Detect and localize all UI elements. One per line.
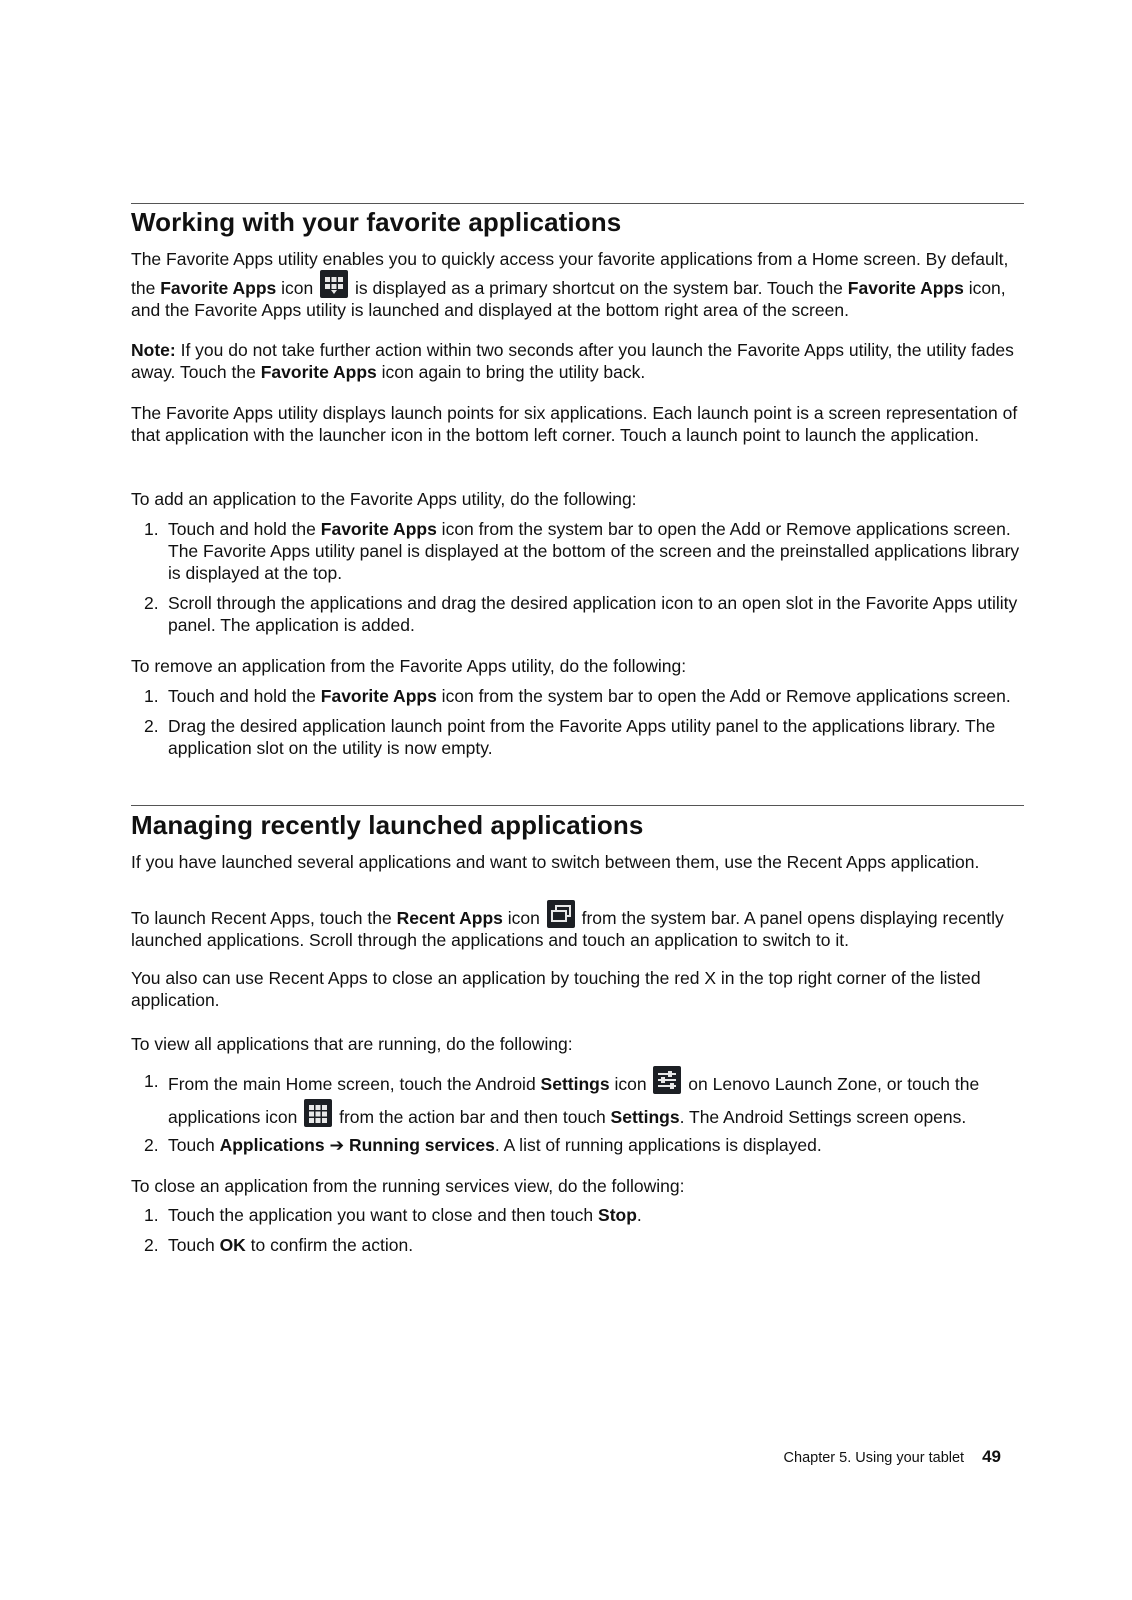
list-item — [131, 592, 1024, 636]
text-run: . A list of running applications is displayed. — [494, 1135, 822, 1155]
bold-term: Settings — [610, 1107, 680, 1127]
recent-apps-icon — [547, 900, 575, 928]
bold-term: Favorite Apps — [320, 686, 437, 706]
list-item — [131, 1204, 1024, 1226]
page-footer — [784, 1447, 1001, 1467]
bold-term: Favorite Apps — [320, 519, 437, 539]
close-running-intro: To close an application from the running services view, do the following: — [131, 1176, 685, 1196]
text-run: icon — [609, 1074, 652, 1094]
step-number: 1. — [144, 519, 159, 539]
view-running-intro: To view all applications that are running, do the following: — [131, 1034, 573, 1054]
list-item — [131, 1066, 1024, 1132]
view-running-steps — [131, 1066, 1024, 1164]
close-running-steps — [131, 1204, 1024, 1264]
bold-term: Applications — [219, 1135, 325, 1155]
text-run: . — [636, 1205, 642, 1225]
text-run: . The Android Settings screen opens. — [679, 1107, 967, 1127]
text-run: icon from the system bar to open the Add or Remove applications screen. The Favorite Apps utility panel is displayed at the bottom of the screen and the preinstalled applications library is displayed at the top. — [168, 519, 1020, 583]
bold-term: Stop — [598, 1205, 637, 1225]
step-number: 2. — [144, 1235, 159, 1255]
recent-apps-intro: If you have launched several applications and want to switch between them, use the Recent Apps application. — [131, 852, 980, 872]
bold-term: OK — [219, 1235, 246, 1255]
add-app-steps — [131, 518, 1024, 644]
applications-icon — [304, 1099, 332, 1127]
add-app-intro: To add an application to the Favorite Apps utility, do the following: — [131, 489, 637, 509]
text-run: icon from the system bar to open the Add or Remove applications screen. — [436, 686, 1011, 706]
text-run: Touch the application you want to close and then touch — [168, 1205, 599, 1225]
text-run: Scroll through the applications and drag the desired application icon to an open slot in the Favorite Apps utility panel. The application is added. — [168, 593, 1018, 635]
text-run: The Favorite Apps utility enables you to quickly access your favorite applications from a Home screen. By default, the — [131, 249, 1009, 298]
step-number: 2. — [144, 1135, 159, 1155]
text-run: From the main Home screen, touch the Android — [168, 1074, 541, 1094]
bold-term: Favorite Apps — [160, 278, 277, 298]
arrow-glyph: ➔ — [324, 1135, 349, 1155]
section-heading-recent-apps: Managing recently launched applications — [131, 810, 644, 840]
bold-term: Favorite Apps — [847, 278, 964, 298]
list-item — [131, 1134, 1024, 1156]
text-run: from the system bar. A panel opens displaying recently launched applications. Scroll through the applications and touch an application to switch to it. — [131, 908, 1004, 950]
text-run: icon — [276, 278, 319, 298]
note-paragraph — [131, 339, 1024, 383]
section-divider — [131, 203, 1024, 204]
launch-points-paragraph: The Favorite Apps utility displays launch points for six applications. Each launch point is a screen representation of that application with the launcher icon in the bottom left corner. Touch a launch point to launch the application. — [131, 403, 1018, 445]
text-run: To launch Recent Apps, touch the — [131, 908, 397, 928]
list-item — [131, 1234, 1024, 1256]
step-number: 1. — [144, 1205, 159, 1225]
text-run: on Lenovo Launch Zone, or touch the applications icon — [168, 1074, 980, 1127]
settings-icon — [653, 1066, 681, 1094]
text-run: Touch and hold the — [168, 686, 321, 706]
bold-term: Settings — [540, 1074, 610, 1094]
step-number: 1. — [144, 686, 159, 706]
remove-app-steps — [131, 685, 1024, 767]
section-divider — [131, 805, 1024, 806]
text-run: icon, and the Favorite Apps utility is launched and displayed at the bottom right area of the screen. — [131, 278, 1006, 320]
bold-term: Recent Apps — [396, 908, 503, 928]
favorite-apps-icon — [320, 270, 348, 298]
chapter-label: Chapter 5. Using your tablet — [783, 1450, 965, 1466]
note-label: Note: — [131, 340, 176, 360]
text-run: Touch — [168, 1235, 220, 1255]
text-run: icon again to bring the utility back. — [376, 362, 646, 382]
step-number: 1. — [144, 1071, 159, 1091]
step-number: 2. — [144, 716, 159, 736]
launch-recent-apps-paragraph — [131, 900, 1024, 951]
text-run: If you do not take further action within two seconds after you launch the Favorite Apps utility, the utility fades away. Touch the — [131, 340, 1014, 382]
text-run: Drag the desired application launch point from the Favorite Apps utility panel to the applications library. The application slot on the utility is now empty. — [168, 716, 996, 758]
text-run: Touch and hold the — [168, 519, 321, 539]
bold-term: Running services — [348, 1135, 495, 1155]
list-item — [131, 715, 1024, 759]
section-heading-favorite-apps: Working with your favorite applications — [131, 207, 622, 237]
text-run: Touch — [168, 1135, 220, 1155]
step-number: 2. — [144, 593, 159, 613]
text-run: is displayed as a primary shortcut on the system bar. Touch the — [350, 278, 848, 298]
page-number: 49 — [982, 1447, 1001, 1466]
list-item — [131, 685, 1024, 707]
close-via-recent-paragraph: You also can use Recent Apps to close an application by touching the red X in the top right corner of the listed application. — [131, 968, 981, 1010]
remove-app-intro: To remove an application from the Favorite Apps utility, do the following: — [131, 656, 687, 676]
text-run: from the action bar and then touch — [334, 1107, 611, 1127]
bold-term: Favorite Apps — [260, 362, 377, 382]
text-run: icon — [502, 908, 545, 928]
text-run: to confirm the action. — [245, 1235, 414, 1255]
favorite-apps-intro — [131, 248, 1024, 321]
list-item — [131, 518, 1024, 584]
